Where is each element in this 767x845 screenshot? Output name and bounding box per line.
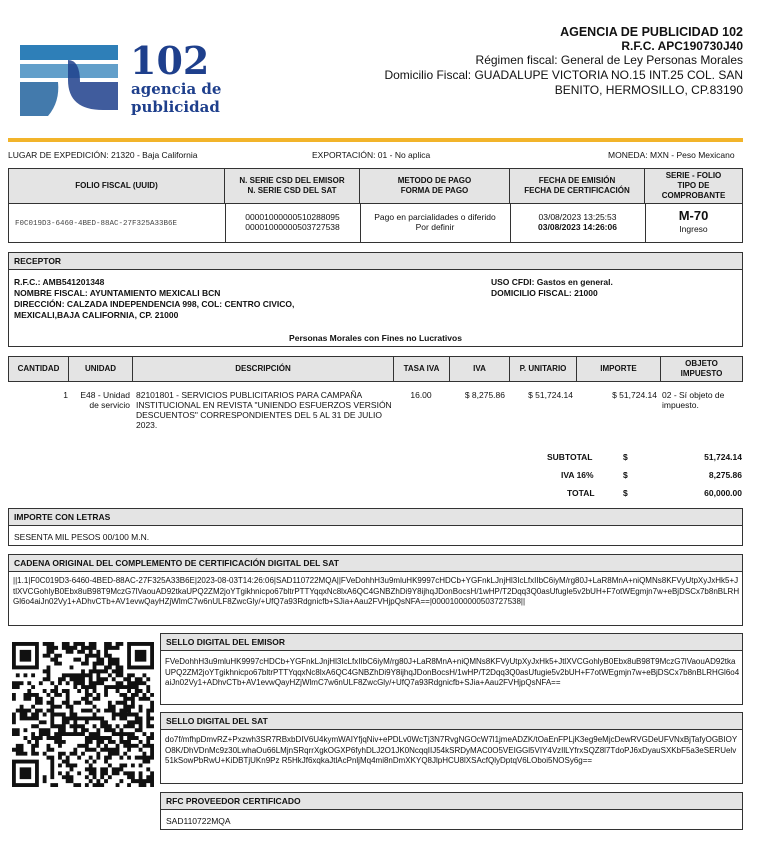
subtotal-value: 51,724.14 xyxy=(704,452,742,462)
amount-words-section xyxy=(8,508,743,546)
row-iva: $ 8,275.86 xyxy=(464,390,505,400)
issuer-info xyxy=(283,25,743,98)
iva-value: 8,275.86 xyxy=(708,470,742,480)
logo-number: 102 xyxy=(130,38,210,83)
col-qty: CANTIDAD xyxy=(9,357,69,381)
items-table-header xyxy=(8,356,743,382)
total-label: TOTAL xyxy=(567,488,595,498)
logo-line2: publicidad xyxy=(131,98,220,116)
folio-value: M-70 xyxy=(678,208,709,223)
emisor-seal-value: FVeDohhH3u9mluHK9997cHDCb+YGFnkLJnjHl3IcLfxIIbC6iyM/rg80J+LaR8MnA+niQMNs8KFVyUtpXyJxHk5+JtlXVCGohlyB0Ebx8uB98T9MczG7lVaouAD92tkaUPQ2ZM2joYTgikhnicpo67bltrPTTYqqxNc8lxA6QC4GNBZhDi9Y8ijhqJDonBocsH/1wHP/T2Dqq3Q0asUfugie5v2bUH+F7otWEgmjn7w+eBjDSCx7b8nBLRHGl6o4aiJn02Vy1+ADhvCTb+AV1evwQayHZjWlmC7w6nULF8ZwcGly/+UfQ7a93Rdgnicfb+SJia+Aau2FVHjpQsNFA== xyxy=(165,657,740,687)
col-serie: SERIE - FOLIO TIPO DE COMPROBANTE xyxy=(661,171,726,200)
emisor-seal-title: SELLO DIGITAL DEL EMISOR xyxy=(161,634,742,651)
csd-sat-value: 00001000000503727538 xyxy=(245,222,340,232)
voucher-type-value: Ingreso xyxy=(679,224,708,234)
provider-value: SAD110722MQA xyxy=(166,816,231,826)
row-qty: 1 xyxy=(63,390,68,400)
row-rate: 16.00 xyxy=(410,390,432,400)
total-sign: $ xyxy=(623,488,628,498)
row-object: 02 - Sí objeto de impuesto. xyxy=(662,390,725,410)
original-chain-value: ||1.1|F0C019D3-6460-4BED-88AC-27F325A33B6E|2023-08-03T14:26:06|SAD110722MQA||FVeDohhH3u9mluHK9997cHDCb+YGFnkLJnjHl3IcLfxIIbC6iyM/rg80J+LaR8MnA+niQMNs8KFVyUtpXyJxHk5+JtlXVCGohlyB0Ebx8uB98T9MczG7lVaouAD92tkaUPQ2ZM2joYTgikhnicpo67bltrPTTYqqxNc8lxA6QC4GNBZhDi9Y8ijhqJDonBocsH/1wHP/T2Dqq3Q0asUfugle5v2bUH+F7otWEgmjn7w+eBjDSCx7b8nBLRHGl6o4aiJn02Vy1+ADhvCTb+AV1evwQayHZjWlmC7w6nULF8ZwcGly/+UfQ7a93Rdgnicfb+SJia+Aau2FVHjpQsNFA==|00001000000503727538|| xyxy=(13,576,740,606)
receptor-name: NOMBRE FISCAL: AYUNTAMIENTO MEXICALI BCN xyxy=(14,288,221,298)
row-desc: 82101801 - SERVICIOS PUBLICITARIOS PARA CAMPAÑA INSTITUCIONAL EN REVISTA "UNIENDO ESFUERZOS VERSIÓN DESCUENTOS" CORRESPONDIENTES DEL 5 AL 31 DE JULIO 2023. xyxy=(136,390,392,430)
col-csd: N. SERIE CSD DEL EMISOR N. SERIE CSD DEL SAT xyxy=(225,169,360,203)
subtotal-label: SUBTOTAL xyxy=(547,452,593,462)
col-iva: IVA xyxy=(450,357,510,381)
receptor-section xyxy=(8,252,743,347)
row-price: $ 51,724.14 xyxy=(528,390,573,400)
col-desc: DESCRIPCIÓN xyxy=(133,357,394,381)
col-uuid: FOLIO FISCAL (UUID) xyxy=(9,169,225,203)
sat-seal-section xyxy=(160,712,743,784)
issuer-address-1: Domicilio Fiscal: GUADALUPE VICTORIA NO.15 INT.25 COL. SAN xyxy=(384,68,743,82)
receptor-address-1: DIRECCIÓN: CALZADA INDEPENDENCIA 998, COL: CENTRO CIVICO, xyxy=(14,299,295,309)
payment-method-value: Pago en parcialidades o diferido xyxy=(374,212,496,222)
issuer-regime: Régimen fiscal: General de Ley Personas Morales xyxy=(475,53,743,67)
company-logo xyxy=(18,40,223,120)
logo-line1: agencia de xyxy=(131,80,222,98)
emisor-seal-section xyxy=(160,633,743,705)
qr-code-image xyxy=(12,642,154,787)
table-row xyxy=(8,390,743,440)
receptor-address-2: MEXICALI,BAJA CALIFORNIA, CP. 21000 xyxy=(14,310,179,320)
issuer-rfc: R.F.C. APC190730J40 xyxy=(621,39,743,53)
uuid-value: F0C019D3-6460-4BED-88AC-27F325A33B6E xyxy=(15,220,178,228)
col-dates: FECHA DE EMISIÓN FECHA DE CERTIFICACIÓN xyxy=(510,169,645,203)
subtotal-sign: $ xyxy=(623,452,628,462)
sat-seal-value: do7f/mfhpDmvRZ+Pxzwh3SR7RBxbDIV6U4kymWAIYfjqNiv+ePDLv0WcTj3N7RvgNGOcW7l1jmeADZK/tOaEnFPLjK3eg9eMjcDewRVGDeUFVNxBjTafyOGBIOYO8K/DhVDnMc9z30LwhaOu66LMjnSRqrrXgkOGXP6fyhDLJ2O1JK0NcqqIIJ54kSRDyMAC0O5VEIGGl5VIY4VzIlLYfrxSQZ8l7TdoPJ6xDyauSXKbF5a3eSERUelv51kSowPbRwU+KiDBTjUKn9Pz R5HkJf6xqkaJtlAcPnljMq4mi8nDmXKYQ8JlpHCU8lXSAcfQlyDptqV6LOboi5NOSy6g== xyxy=(165,735,738,765)
fiscal-header-table xyxy=(8,168,743,243)
csd-emisor-value: 00001000000510288095 xyxy=(245,212,340,222)
total-value: 60,000.00 xyxy=(704,488,742,498)
totals-block xyxy=(520,448,742,502)
export-type: EXPORTACIÓN: 01 - No aplica xyxy=(312,150,431,160)
qr-modules xyxy=(12,642,154,787)
row-unit: E48 - Unidad de servicio xyxy=(80,390,130,410)
original-chain-title: CADENA ORIGINAL DEL COMPLEMENTO DE CERTIFICACIÓN DIGITAL DEL SAT xyxy=(9,555,742,572)
amount-words-value: SESENTA MIL PESOS 00/100 M.N. xyxy=(14,532,150,542)
issuer-address-2: BENITO, HERMOSILLO, CP.83190 xyxy=(554,83,743,97)
col-rate: TASA IVA xyxy=(394,357,450,381)
original-chain-section xyxy=(8,554,743,626)
provider-section xyxy=(160,792,743,830)
row-amount: $ 51,724.14 xyxy=(612,390,657,400)
currency: MONEDA: MXN - Peso Mexicano xyxy=(608,150,735,160)
col-object: OBJETO IMPUESTO xyxy=(680,359,723,378)
logo-mark xyxy=(18,40,123,120)
expedition-place: LUGAR DE EXPEDICIÓN: 21320 - Baja California xyxy=(8,150,198,160)
payment-form-value: Por definir xyxy=(415,222,455,232)
receptor-cfdi-use: USO CFDI: Gastos en general. xyxy=(491,277,613,287)
provider-title: RFC PROVEEDOR CERTIFICADO xyxy=(161,793,742,810)
qr-code xyxy=(12,642,154,787)
receptor-tax-address: DOMICILIO FISCAL: 21000 xyxy=(491,288,598,298)
receptor-title: RECEPTOR xyxy=(9,253,742,270)
col-unit: UNIDAD xyxy=(69,357,133,381)
iva-label: IVA 16% xyxy=(561,470,594,480)
accent-divider xyxy=(8,138,743,142)
iva-sign: $ xyxy=(623,470,628,480)
issuer-name: AGENCIA DE PUBLICIDAD 102 xyxy=(560,25,743,39)
cert-date-value: 03/08/2023 14:26:06 xyxy=(538,222,617,232)
receptor-rfc: R.F.C.: AMB541201348 xyxy=(14,277,105,287)
col-price: P. UNITARIO xyxy=(510,357,577,381)
receptor-regime: Personas Morales con Fines no Lucrativos xyxy=(289,333,462,343)
fiscal-header-row xyxy=(9,169,742,204)
col-amount: IMPORTE xyxy=(577,357,661,381)
sat-seal-title: SELLO DIGITAL DEL SAT xyxy=(161,713,742,730)
issue-date-value: 03/08/2023 13:25:53 xyxy=(538,212,617,222)
amount-words-title: IMPORTE CON LETRAS xyxy=(9,509,742,526)
col-payment: METODO DE PAGO FORMA DE PAGO xyxy=(360,169,510,203)
